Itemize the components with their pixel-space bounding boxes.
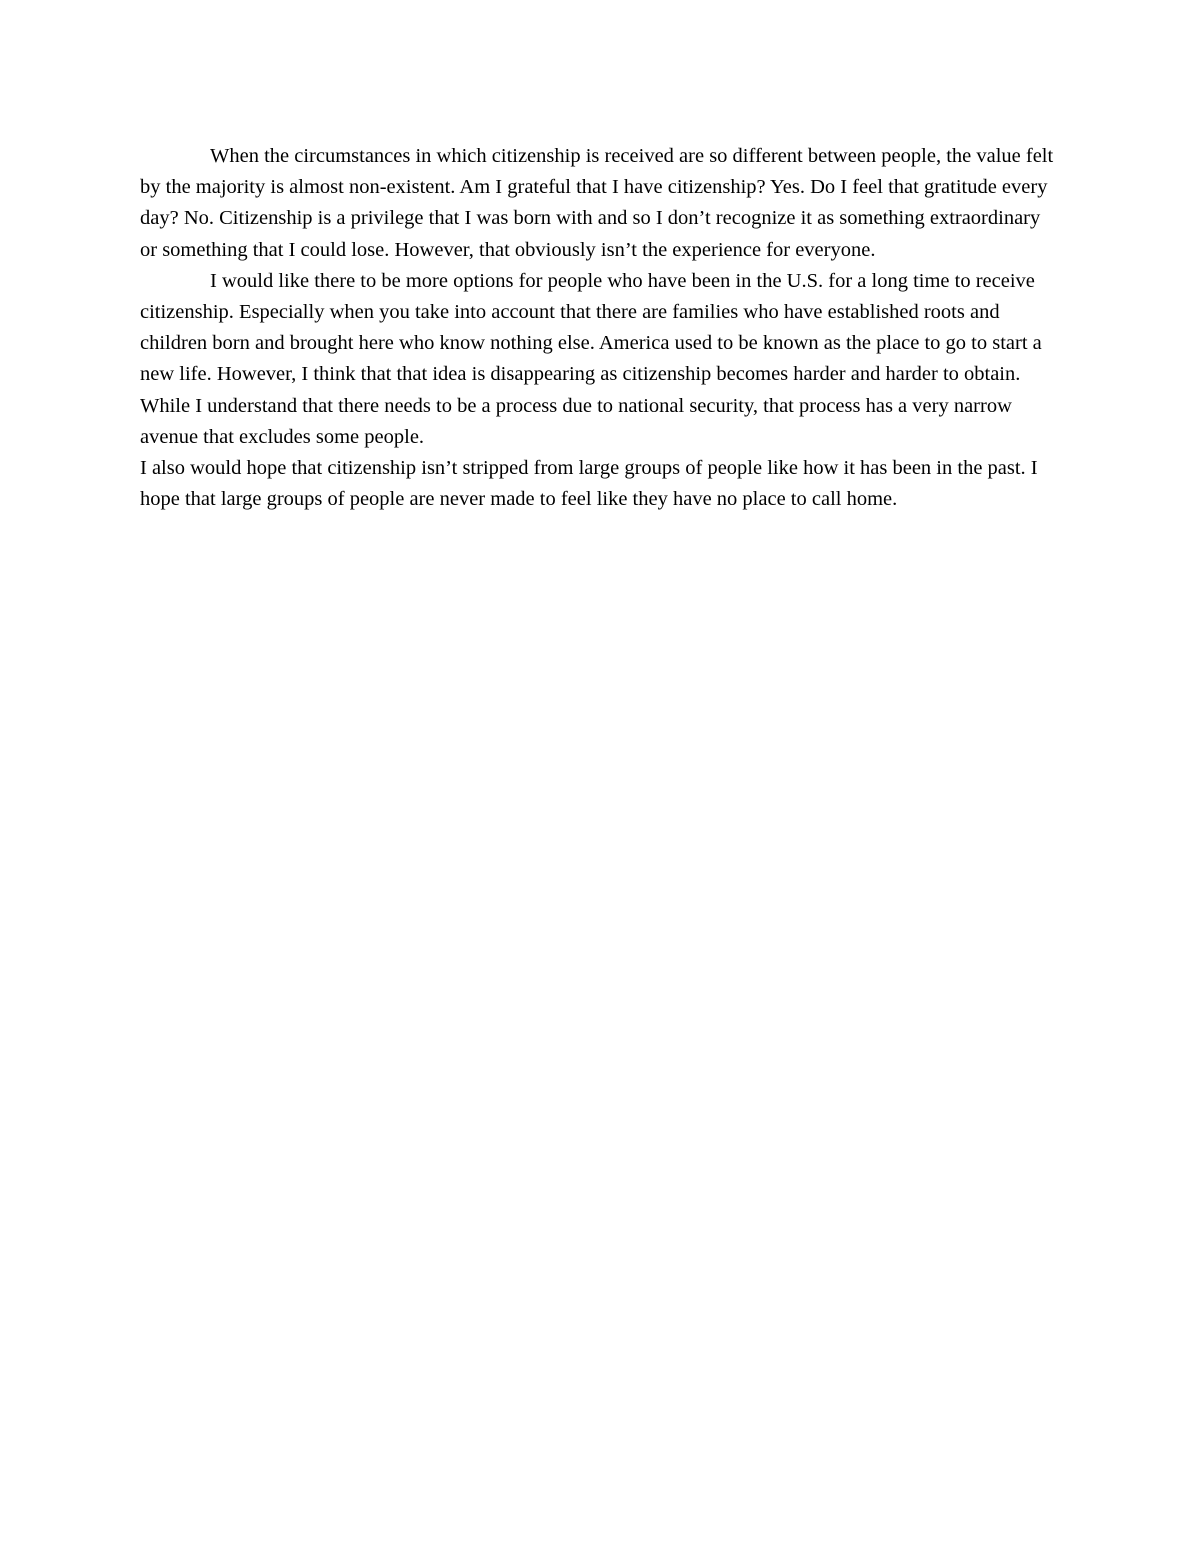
- paragraph-3: I also would hope that citizenship isn’t stripped from large groups of people like how it has been in the past. I hope that large groups of people are never made to feel like they have no place to call home.: [140, 457, 1038, 511]
- paragraph-2: I would like there to be more options for people who have been in the U.S. for a long time to receive citizenship. Especially when you take into account that there are families who have established roots and children born and brought here who know nothing else. America used to be known as the place to go to start a new life. However, I think that that idea is disappearing as citizenship becomes harder and harder to obtain. While I understand that there needs to be a process due to national security, that process has a very narrow avenue that excludes some people.: [140, 269, 1042, 448]
- body-text: [140, 141, 1058, 515]
- paragraph-1: When the circumstances in which citizenship is received are so different between people, the value felt by the majority is almost non-existent. Am I grateful that I have citizenship? Yes. Do I feel that gratitude every day? No. Citizenship is a privilege that I was born with and so I don’t recognize it as something extraordinary or something that I could lose. However, that obviously isn’t the experience for everyone.: [140, 145, 1054, 261]
